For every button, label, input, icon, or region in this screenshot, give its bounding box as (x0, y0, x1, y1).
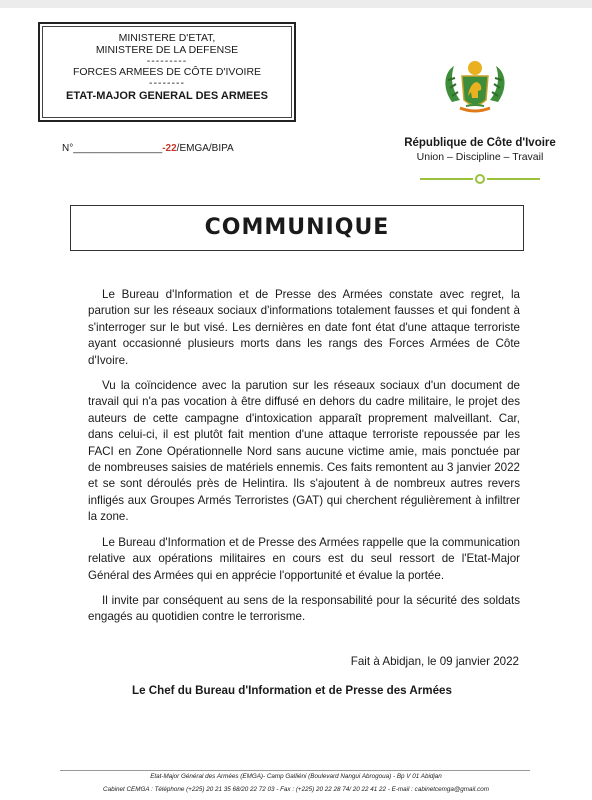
ministry-line-4: ETAT-MAJOR GENERAL DES ARMEES (66, 90, 268, 102)
place-and-date: Fait à Abidjan, le 09 janvier 2022 (350, 655, 519, 668)
paragraph: Le Bureau d'Information et de Presse des Armées constate avec regret, la parution sur les réseaux sociaux d'informations totalement fausses et qui fondent à s'interroger sur le but visé. Les dernières en date font état d'une attaque terroriste ayant occasionné plusieurs morts dans les rangs des Forces Armées de Côte d'Ivoire. (88, 288, 520, 367)
footer-contact: Cabinet CEMGA : Téléphone (+225) 20 21 35 68/20 22 72 03 - Fax : (+225) 20 22 28 74/ 20 22 41 22 - E-mail : cabinetcemga@gmail.com (103, 786, 489, 793)
reference-prefix: N° (62, 143, 74, 154)
motto-decoration (420, 171, 540, 181)
footer-divider (60, 770, 530, 771)
communique-body (88, 287, 520, 635)
reference-number-value: -22 (162, 143, 177, 154)
paragraph: Vu la coïncidence avec la parution sur les réseaux sociaux d'un document de travail qui n'a pas vocation à être diffusé en dehors du cadre militaire, le projet des auteurs de cette campagne d'intoxication apparaît proprement malveillant. Car, dans celui-ci, il est plutôt fait mention d'une attaque terroriste repoussée par les FACI en Zone Opérationnelle Nord sans aucune victime amie, mais ponctuée par de nombreuses saisies de matériels ennemis. Ces faits remontent au 3 janvier 2022 et se sont déroulés près de Helintira. Ils s'ajoutent à de nombreux autres revers infligés aux Groupes Armés Terroristes (GAT) qui cherchent régulièrement à infiltrer la zone. (88, 379, 520, 524)
republic-block (380, 137, 580, 181)
header-separator-1: --------- (146, 55, 188, 67)
ministry-line-3: FORCES ARMEES DE CÔTE D'IVOIRE (72, 66, 262, 78)
signatory-title: Le Chef du Bureau d'Information et de Presse des Armées (132, 684, 452, 697)
republic-name: République de Côte d'Ivoire (404, 137, 556, 149)
reference-suffix: /EMGA/BIPA (176, 143, 234, 154)
communique-title: COMMUNIQUE (204, 215, 390, 240)
ministry-header-box (38, 22, 296, 122)
republic-motto: Union – Discipline – Travail (416, 151, 544, 163)
footer-address: Etat-Major Général des Armées (EMGA)- Camp Galliéni (Boulevard Nangui Abrogoua) - Bp V 01 Abidjan (150, 773, 442, 780)
paragraph: Il invite par conséquent au sens de la responsabilité pour la sécurité des soldats engagés au quotidien contre le terrorisme. (88, 593, 520, 624)
paragraph: Le Bureau d'Information et de Presse des Armées rappelle que la communication relative aux opérations militaires en cours est du seul ressort de l'Etat-Major Général des Armées qui en apprécie l'opportunité et évalue la portée. (88, 535, 520, 582)
ministry-line-1: MINISTERE D'ETAT, (118, 32, 216, 44)
top-bar (0, 0, 592, 8)
reference-number (62, 143, 234, 154)
reference-blank: ________________ (73, 143, 163, 154)
communique-title-box (70, 205, 524, 251)
ministry-line-2: MINISTERE DE LA DEFENSE (95, 44, 239, 56)
header-separator-2: -------- (149, 77, 185, 89)
coat-of-arms-icon (440, 58, 510, 118)
